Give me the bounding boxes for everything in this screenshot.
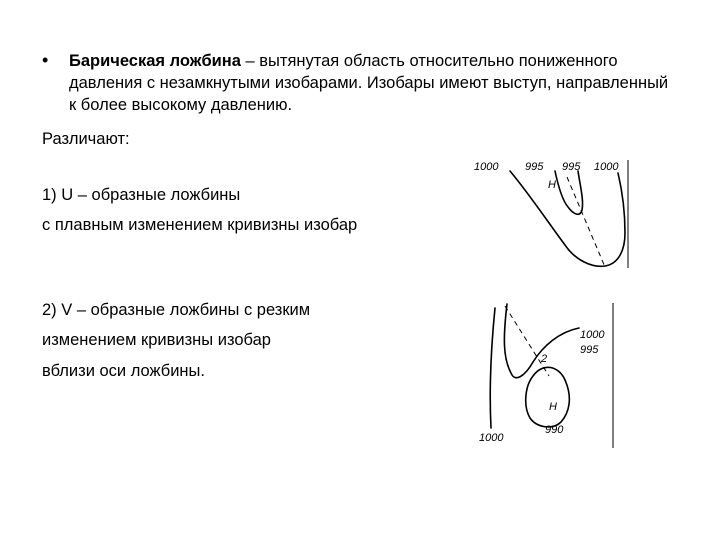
u-type-heading: 1) U – образные ложбины	[42, 186, 241, 204]
u-label-995-right: 995	[562, 161, 581, 173]
v-label-990: 990	[545, 424, 564, 436]
v-type-line-1: 2) V – образные ложбины с резким	[42, 301, 311, 319]
isobar-995	[504, 304, 579, 378]
u-label-995-left: 995	[525, 161, 544, 173]
bullet-dot-icon: •	[42, 50, 49, 70]
v-axis-label: 2	[541, 353, 548, 365]
isobar-990	[526, 367, 570, 427]
definition-body: – вытянутая область относительно пониженного давления с незамкнутыми изобарами. Изобары имеют выступ, направленный к более высокому давлению.	[69, 52, 669, 114]
definition-text	[69, 50, 679, 116]
isobar-1000-outer	[510, 171, 625, 266]
isobar-1000	[490, 308, 495, 428]
v-trough-figure	[475, 298, 620, 450]
isobar-995-inner	[555, 171, 583, 214]
u-type-description: с плавным изменением кривизны изобар	[42, 216, 358, 234]
v-label-1000-right: 1000	[580, 329, 605, 341]
intro-text: Различают:	[42, 130, 130, 148]
definition-term: Барическая ложбина	[69, 52, 241, 70]
v-low-label: Н	[549, 401, 557, 413]
trough-axis	[505, 306, 549, 376]
v-label-995: 995	[580, 344, 599, 356]
v-type-line-3: вблизи оси ложбины.	[42, 362, 205, 380]
u-label-1000-right: 1000	[594, 161, 619, 173]
v-label-1000-left: 1000	[479, 432, 504, 444]
u-label-1000-left: 1000	[474, 161, 499, 173]
u-low-label: Н	[548, 179, 556, 191]
v-type-line-2: изменением кривизны изобар	[42, 331, 271, 349]
u-trough-figure	[470, 155, 635, 275]
